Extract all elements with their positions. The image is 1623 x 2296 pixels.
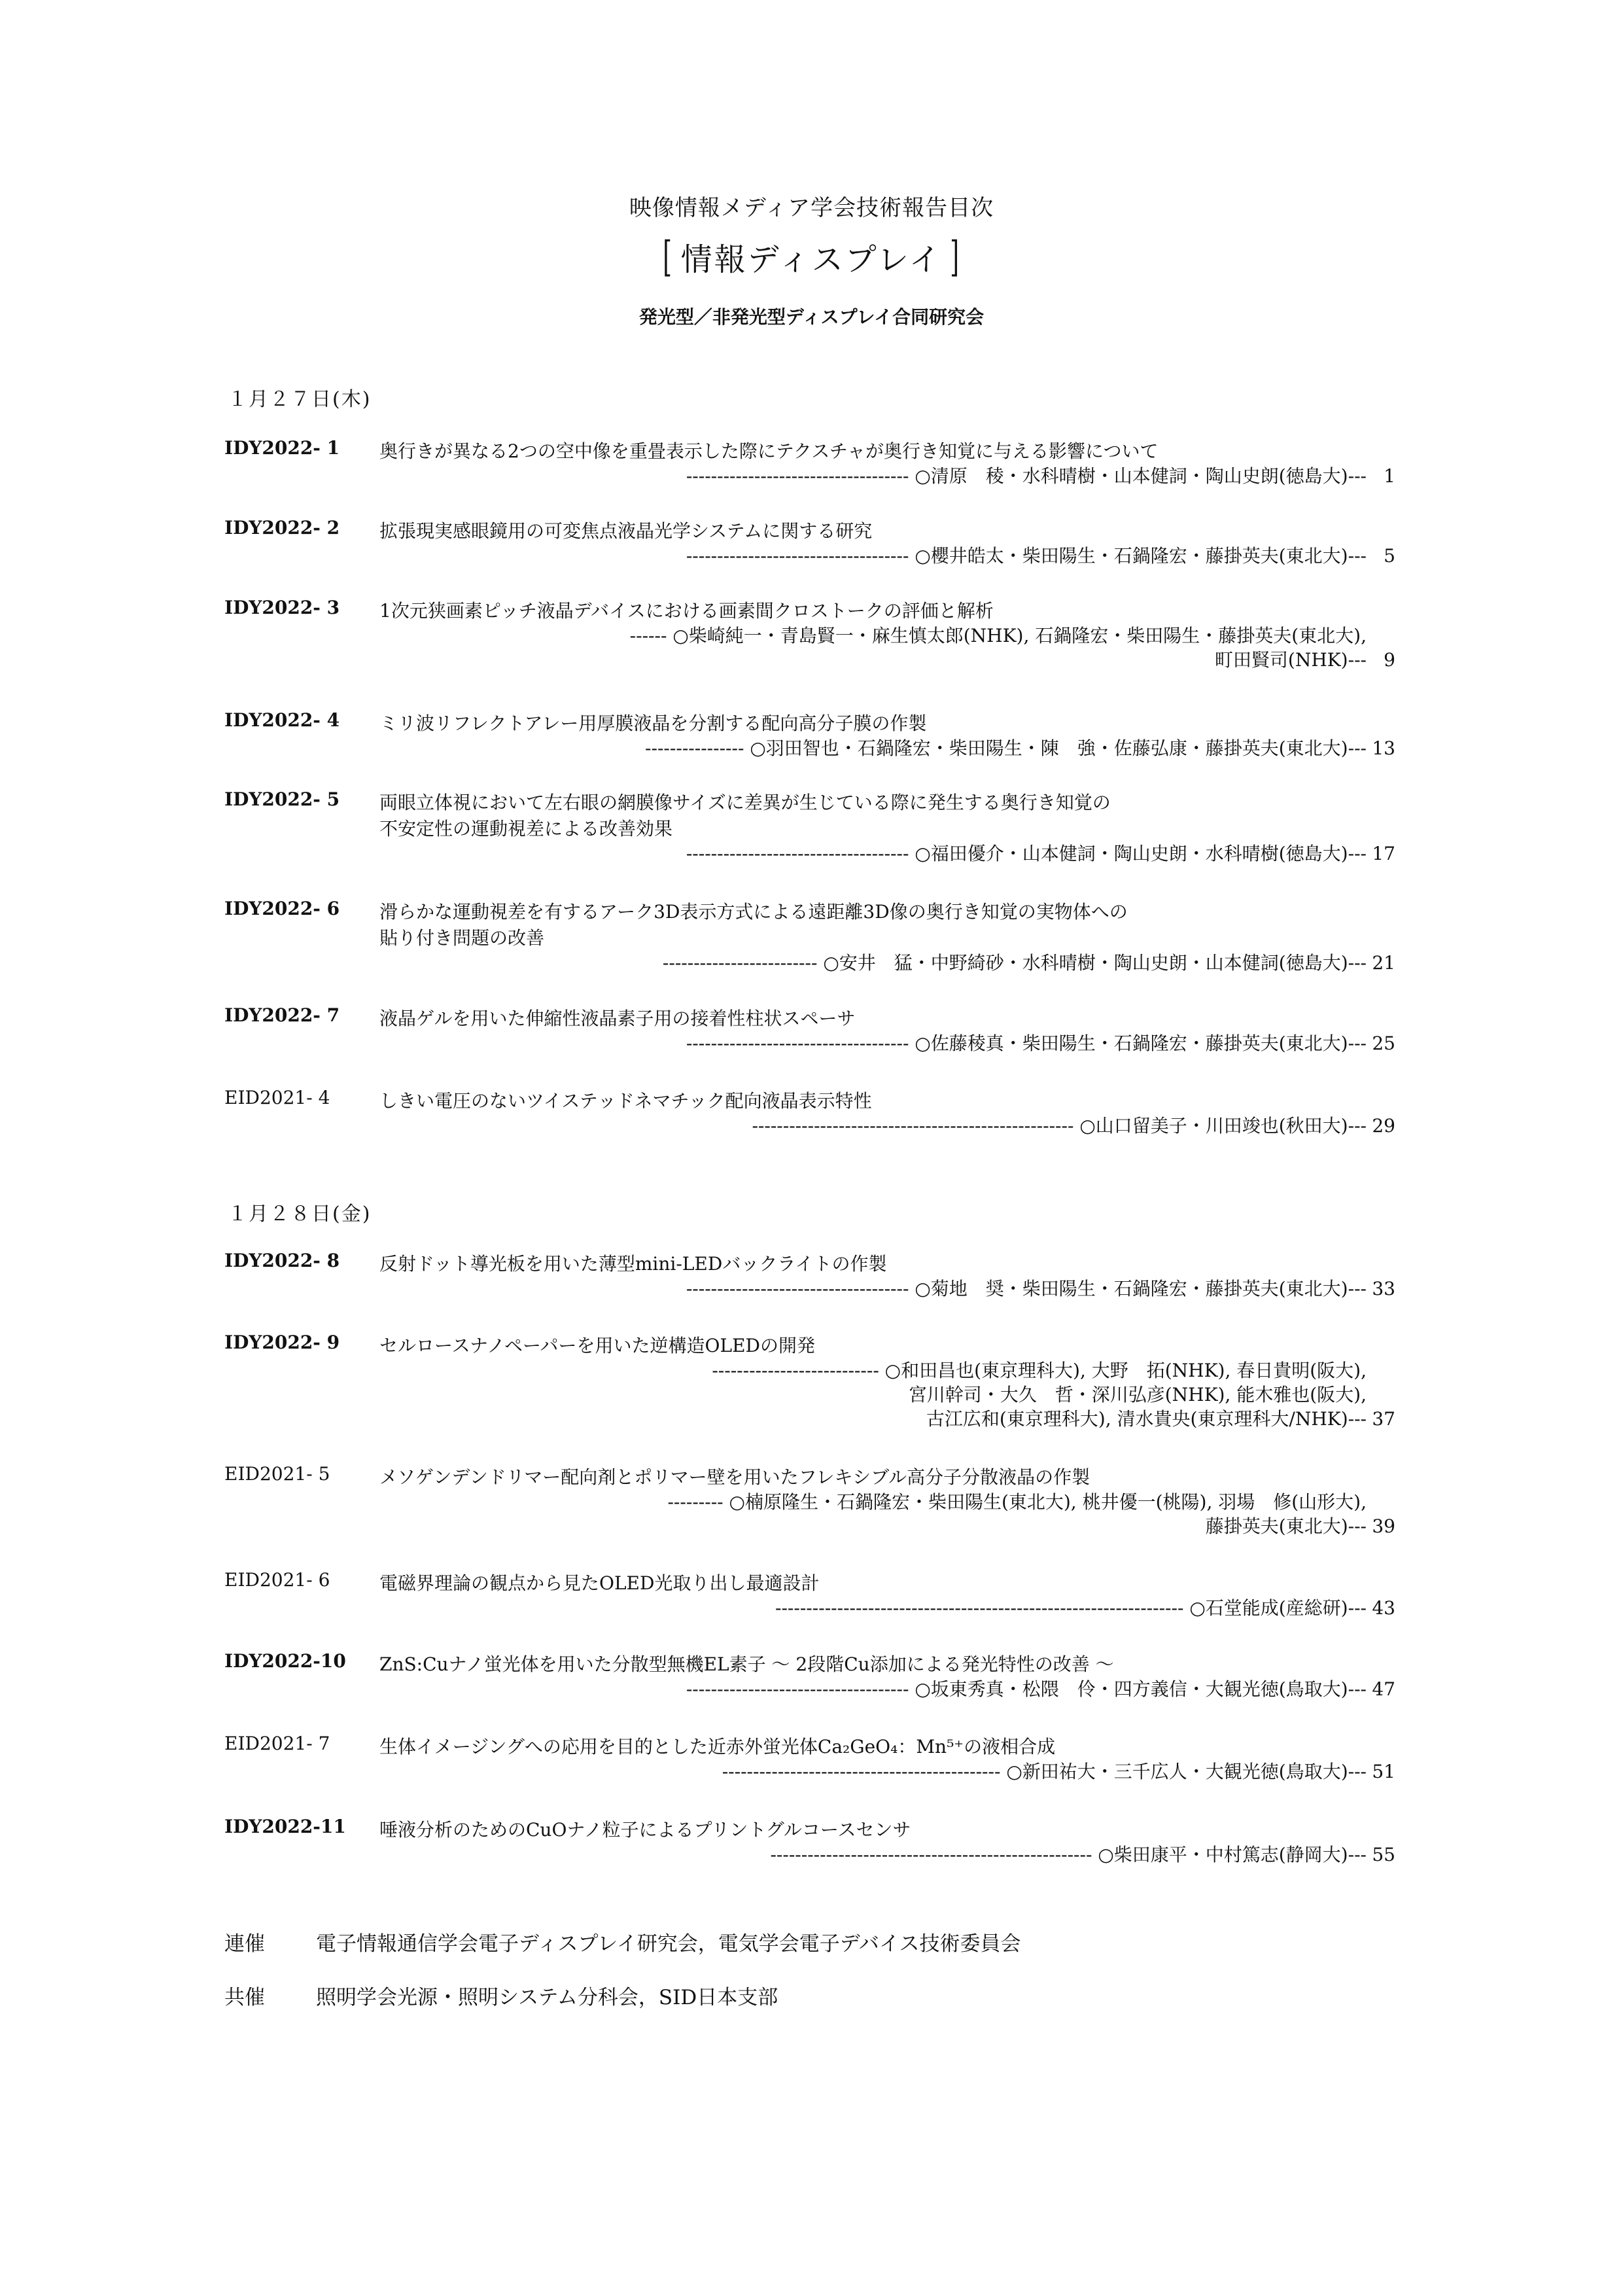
authors-text: 町田賢司(NHK)--- (1214, 649, 1367, 671)
entry-authors (686, 542, 1395, 568)
entry-title: 両眼立体視において左右眼の網膜像サイズに差異が生じている際に発生する奥行き知覚の (379, 792, 1111, 813)
page-number: 39 (1372, 1515, 1395, 1537)
authors-text: ------ ○柴崎純一・青島賢一・麻生慎太郎(NHK), 石鍋隆宏・柴田陽生・藤掛英夫(東北大), (629, 625, 1367, 646)
page-number: 17 (1372, 843, 1395, 864)
right-bracket: ] (950, 232, 961, 281)
entry-code: IDY2022- 5 (224, 788, 340, 810)
entry-title: 拡張現実感眼鏡用の可変焦点液晶光学システムに関する研究 (379, 520, 873, 542)
entry-title: 唾液分析のためのCuOナノ粒子によるプリントグルコースセンサ (379, 1819, 911, 1841)
entry-authors (712, 1356, 1395, 1383)
entry-code: EID2021- 5 (224, 1463, 330, 1485)
entry-authors (630, 622, 1395, 648)
entry-title: 不安定性の運動視差による改善効果 (379, 818, 673, 839)
entry-authors (926, 1405, 1395, 1431)
co-sponsored-text: 照明学会光源・照明システム分科会，SID日本支部 (316, 1986, 778, 2009)
entry-authors (686, 839, 1395, 866)
entry-authors (667, 1488, 1395, 1514)
authors-text: ------------------------------------ ○福田優介・山本健詞・陶山史朗・水科晴樹(徳島大)--- (686, 843, 1367, 864)
entry-authors (1206, 1512, 1395, 1538)
entry-code: EID2021- 6 (224, 1569, 330, 1591)
authors-text: ------------------------------------ ○坂東秀真・松隈 伶・四方義信・大観光徳(鳥取大)--- (686, 1678, 1367, 1700)
entry-authors (686, 1029, 1395, 1055)
authors-text: 宮川幹司・大久 哲・深川弘彦(NHK), 能木雅也(阪大), (908, 1384, 1367, 1405)
co-hosted-text: 電子情報通信学会電子ディスプレイ研究会，電気学会電子デバイス技術委員会 (316, 1932, 1021, 1956)
authors-text: ------------------------------------ ○佐藤稜真・柴田陽生・石鍋隆宏・藤掛英夫(東北大)--- (686, 1033, 1367, 1054)
entry-code: IDY2022- 4 (224, 709, 340, 731)
entry-code: IDY2022- 3 (224, 597, 340, 618)
authors-text: ---------------- ○羽田智也・石鍋隆宏・柴田陽生・陳 強・佐藤弘康・藤掛英夫(東北大)--- (645, 737, 1367, 759)
entry-title: 反射ドット導光板を用いた薄型mini-LEDバックライトの作製 (379, 1253, 887, 1275)
entry-authors (909, 1381, 1395, 1407)
entry-code: EID2021- 4 (224, 1087, 330, 1108)
authors-text: 古江広和(東京理科大), 清水貴央(東京理科大/NHK)--- (926, 1408, 1367, 1430)
entry-authors (686, 1675, 1395, 1701)
entry-code: IDY2022- 8 (224, 1250, 340, 1271)
entry-title: 滑らかな運動視差を有するアーク3D表示方式による遠距離3D像の奥行き知覚の実物体への (379, 901, 1128, 923)
day2-date: １月２８日(金) (228, 1203, 372, 1226)
authors-text: ---------------------------------------------------- ○柴田康平・中村篤志(静岡大)--- (770, 1844, 1367, 1865)
entry-authors (686, 462, 1395, 488)
meeting-title: 発光型／非発光型ディスプレイ合同研究会 (638, 306, 985, 328)
entry-authors (770, 1841, 1395, 1867)
report-title: 映像情報メディア学会技術報告目次 (629, 195, 994, 221)
authors-text: ------------------------------------ ○櫻井皓太・柴田陽生・石鍋隆宏・藤掛英夫(東北大)--- (686, 545, 1367, 567)
page-number: 33 (1372, 1278, 1395, 1299)
entry-authors (663, 949, 1395, 975)
authors-text: ---------------------------------------------------- ○山口留美子・川田竣也(秋田大)--- (752, 1115, 1367, 1137)
entry-title: メソゲンデンドリマー配向剤とポリマー壁を用いたフレキシブル高分子分散液晶の作製 (379, 1466, 1091, 1488)
entry-title: 電磁界理論の観点から見たOLED光取り出し最適設計 (379, 1572, 820, 1594)
authors-text: --------- ○楠原隆生・石鍋隆宏・柴田陽生(東北大), 桃井優一(桃陽), 羽場 修(山形大), (667, 1491, 1367, 1513)
entry-code: IDY2022-11 (224, 1816, 346, 1837)
entry-authors (722, 1757, 1395, 1784)
page-number: 21 (1372, 952, 1395, 974)
authors-text: 藤掛英夫(東北大)--- (1205, 1515, 1367, 1537)
co-hosted-line (224, 1927, 1021, 1956)
entry-code: IDY2022- 7 (224, 1004, 340, 1026)
entry-title: 液晶ゲルを用いた伸縮性液晶素子用の接着性柱状スペーサ (379, 1008, 856, 1029)
page-number: 55 (1372, 1844, 1395, 1865)
entry-authors (686, 1275, 1395, 1301)
page-number: 25 (1372, 1033, 1395, 1054)
entry-code: IDY2022- 9 (224, 1332, 340, 1353)
entry-code: IDY2022-10 (224, 1650, 346, 1672)
entry-title: 生体イメージングへの応用を目的とした近赤外蛍光体Ca₂GeO₄：Mn⁵⁺の液相合成 (379, 1736, 1056, 1757)
authors-text: ------------------------- ○安井 猛・中野綺砂・水科晴樹・陶山史朗・山本健詞(徳島大)--- (662, 952, 1367, 974)
page-number: 5 (1384, 545, 1395, 567)
page-number: 13 (1372, 737, 1395, 759)
entry-title: 貼り付き問題の改善 (379, 927, 545, 949)
page-number: 29 (1372, 1115, 1395, 1137)
entry-title: 1次元狭画素ピッチ液晶デバイスにおける画素間クロストークの評価と解析 (379, 600, 994, 622)
entry-title: ミリ波リフレクトアレー用厚膜液晶を分割する配向高分子膜の作製 (379, 713, 927, 734)
day1-date: １月２７日(木) (228, 388, 372, 411)
section-title-text: 情報ディスプレイ (680, 241, 943, 278)
entry-authors (1215, 646, 1395, 672)
co-sponsored-line (224, 1981, 778, 2010)
page-number: 43 (1372, 1597, 1395, 1619)
entry-title: セルロースナノペーパーを用いた逆構造OLEDの開発 (379, 1335, 816, 1356)
entry-authors (775, 1594, 1395, 1620)
entry-authors (752, 1112, 1395, 1138)
page-number: 51 (1372, 1761, 1395, 1782)
entry-code: IDY2022- 2 (224, 517, 340, 539)
entry-code: EID2021- 7 (224, 1733, 330, 1754)
page-number: 1 (1384, 465, 1395, 487)
authors-text: ------------------------------------------------------------------ ○石堂能成(産総研)--- (775, 1597, 1367, 1619)
page-number: 47 (1372, 1678, 1395, 1700)
entry-code: IDY2022- 6 (224, 898, 340, 919)
entry-title: ZnS:Cuナノ蛍光体を用いた分散型無機EL素子 ～ 2段階Cu添加による発光特性の改善 ～ (379, 1653, 1114, 1675)
authors-text: ------------------------------------ ○菊地 奨・柴田陽生・石鍋隆宏・藤掛英夫(東北大)--- (686, 1278, 1367, 1299)
entry-title: 奥行きが異なる2つの空中像を重畳表示した際にテクスチャが奥行き知覚に与える影響について (379, 440, 1159, 462)
entry-code: IDY2022- 1 (224, 437, 340, 459)
co-sponsored-label: 共催 (224, 1986, 265, 2009)
co-hosted-label: 連催 (224, 1932, 265, 1956)
entry-authors (645, 734, 1395, 760)
entry-title: しきい電圧のないツイステッドネマチック配向液晶表示特性 (379, 1090, 872, 1112)
page-number: 9 (1384, 649, 1395, 671)
authors-text: ------------------------------------ ○清原 稜・水科晴樹・山本健詞・陶山史朗(徳島大)--- (686, 465, 1367, 487)
left-bracket: [ (662, 232, 673, 281)
authors-text: --------------------------- ○和田昌也(東京理科大), 大野 拓(NHK), 春日貴明(阪大), (712, 1360, 1367, 1381)
page-number: 37 (1372, 1408, 1395, 1430)
section-title (0, 234, 1623, 279)
authors-text: --------------------------------------------- ○新田祐大・三千広人・大観光徳(鳥取大)--- (722, 1761, 1367, 1782)
